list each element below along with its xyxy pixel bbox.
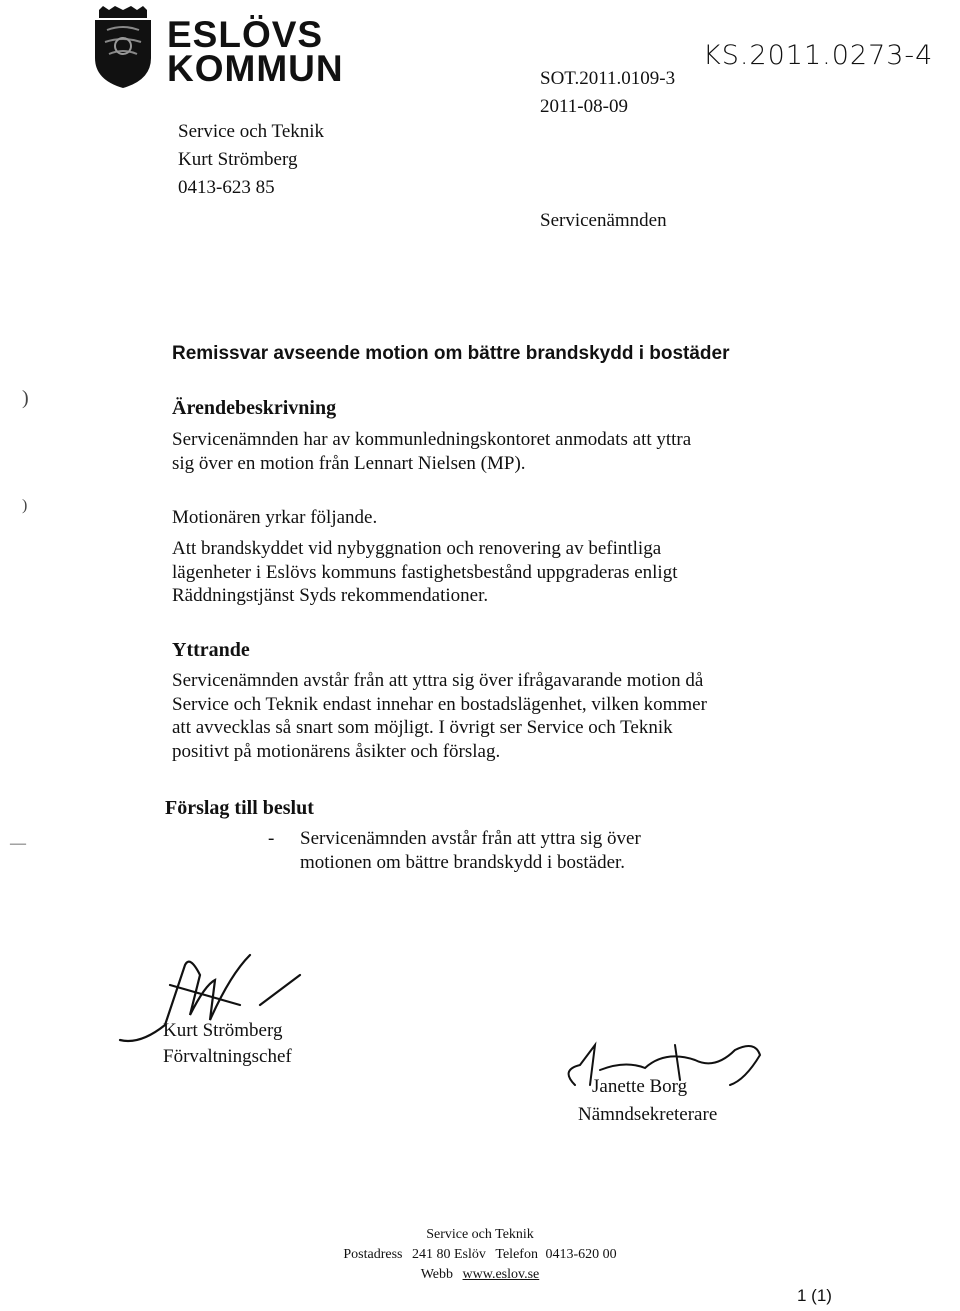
sender-department: Service och Teknik — [178, 121, 325, 142]
footer-phone-label: Telefon — [495, 1247, 538, 1262]
signatory-right-name: Janette Borg — [592, 1076, 688, 1097]
handwritten-reference: KS.2011.0273-4 — [703, 40, 934, 71]
signatory-right — [578, 1073, 717, 1129]
paragraph-line: positivt på motionärens åsikter och förslag. — [172, 740, 501, 762]
signatory-left-name: Kurt Strömberg — [163, 1020, 283, 1041]
sender-phone: 0413-623 85 — [178, 177, 275, 198]
footer-web-link[interactable]: www.eslov.se — [462, 1267, 540, 1282]
recipient: Servicenämnden — [540, 210, 667, 231]
section-body-motion-intro — [172, 506, 832, 530]
signatory-left — [163, 1018, 292, 1070]
margin-mark: ) — [22, 387, 29, 409]
municipality-name-line2: KOMMUN — [167, 48, 344, 89]
footer-address-label: Postadress — [343, 1247, 403, 1262]
municipality-crest-logo — [93, 6, 153, 88]
paragraph-line: Räddningstjänst Syds rekommendationer. — [172, 585, 489, 607]
paragraph-line: att avvecklas så snart som möjligt. I övrigt ser Service och Teknik — [172, 717, 673, 739]
section-heading-yttrande: Yttrande — [172, 639, 250, 661]
bullet-dash: - — [268, 828, 275, 849]
paragraph-line: lägenheter i Eslövs kommuns fastighetsbestånd uppgraderas enligt — [172, 561, 678, 583]
section-body-arendebeskrivning — [172, 428, 832, 475]
sender-block — [178, 118, 324, 202]
page-number: 1 (1) — [797, 1286, 832, 1305]
paragraph-line: Motionären yrkar följande. — [172, 507, 378, 528]
section-body-yttrande — [172, 669, 832, 763]
sender-name: Kurt Strömberg — [178, 149, 298, 170]
paragraph-line: Servicenämnden avstår från att yttra sig över — [300, 828, 641, 849]
document-date: 2011-08-09 — [540, 96, 628, 117]
reference-number: SOT.2011.0109-3 — [540, 68, 676, 89]
paragraph-line: motionen om bättre brandskydd i bostäder. — [300, 851, 626, 873]
footer-web-line — [0, 1267, 960, 1283]
decision-proposal — [300, 827, 860, 874]
document-title: Remissvar avseende motion om bättre brandskydd i bostäder — [172, 343, 730, 364]
paragraph-line: Servicenämnden har av kommunledningskontoret anmodats att yttra — [172, 429, 692, 450]
footer-address: 241 80 Eslöv — [412, 1247, 486, 1262]
footer-department: Service och Teknik — [426, 1227, 534, 1242]
paragraph-line: Servicenämnden avstår från att yttra sig över ifrågavarande motion då — [172, 670, 704, 691]
margin-mark: — — [10, 835, 26, 852]
signatory-left-title: Förvaltningschef — [163, 1046, 292, 1067]
section-heading-forslag: Förslag till beslut — [165, 797, 314, 819]
paragraph-line: sig över en motion från Lennart Nielsen (MP). — [172, 452, 526, 474]
footer-phone: 0413-620 00 — [545, 1247, 617, 1262]
signatory-right-title: Nämndsekreterare — [578, 1104, 718, 1125]
municipality-name-logo — [167, 14, 344, 89]
margin-mark: ) — [22, 497, 28, 514]
footer-web-label: Webb — [420, 1267, 454, 1282]
section-body-motion-claim — [172, 537, 832, 608]
paragraph-line: Service och Teknik endast innehar en bostadslägenhet, vilken kommer — [172, 693, 707, 715]
footer — [0, 1227, 960, 1283]
section-heading-arendebeskrivning: Ärendebeskrivning — [172, 397, 337, 419]
municipality-name-line1: ESLÖVS — [167, 14, 324, 55]
footer-contact-line — [0, 1247, 960, 1263]
paragraph-line: Att brandskyddet vid nybyggnation och renovering av befintliga — [172, 538, 662, 559]
